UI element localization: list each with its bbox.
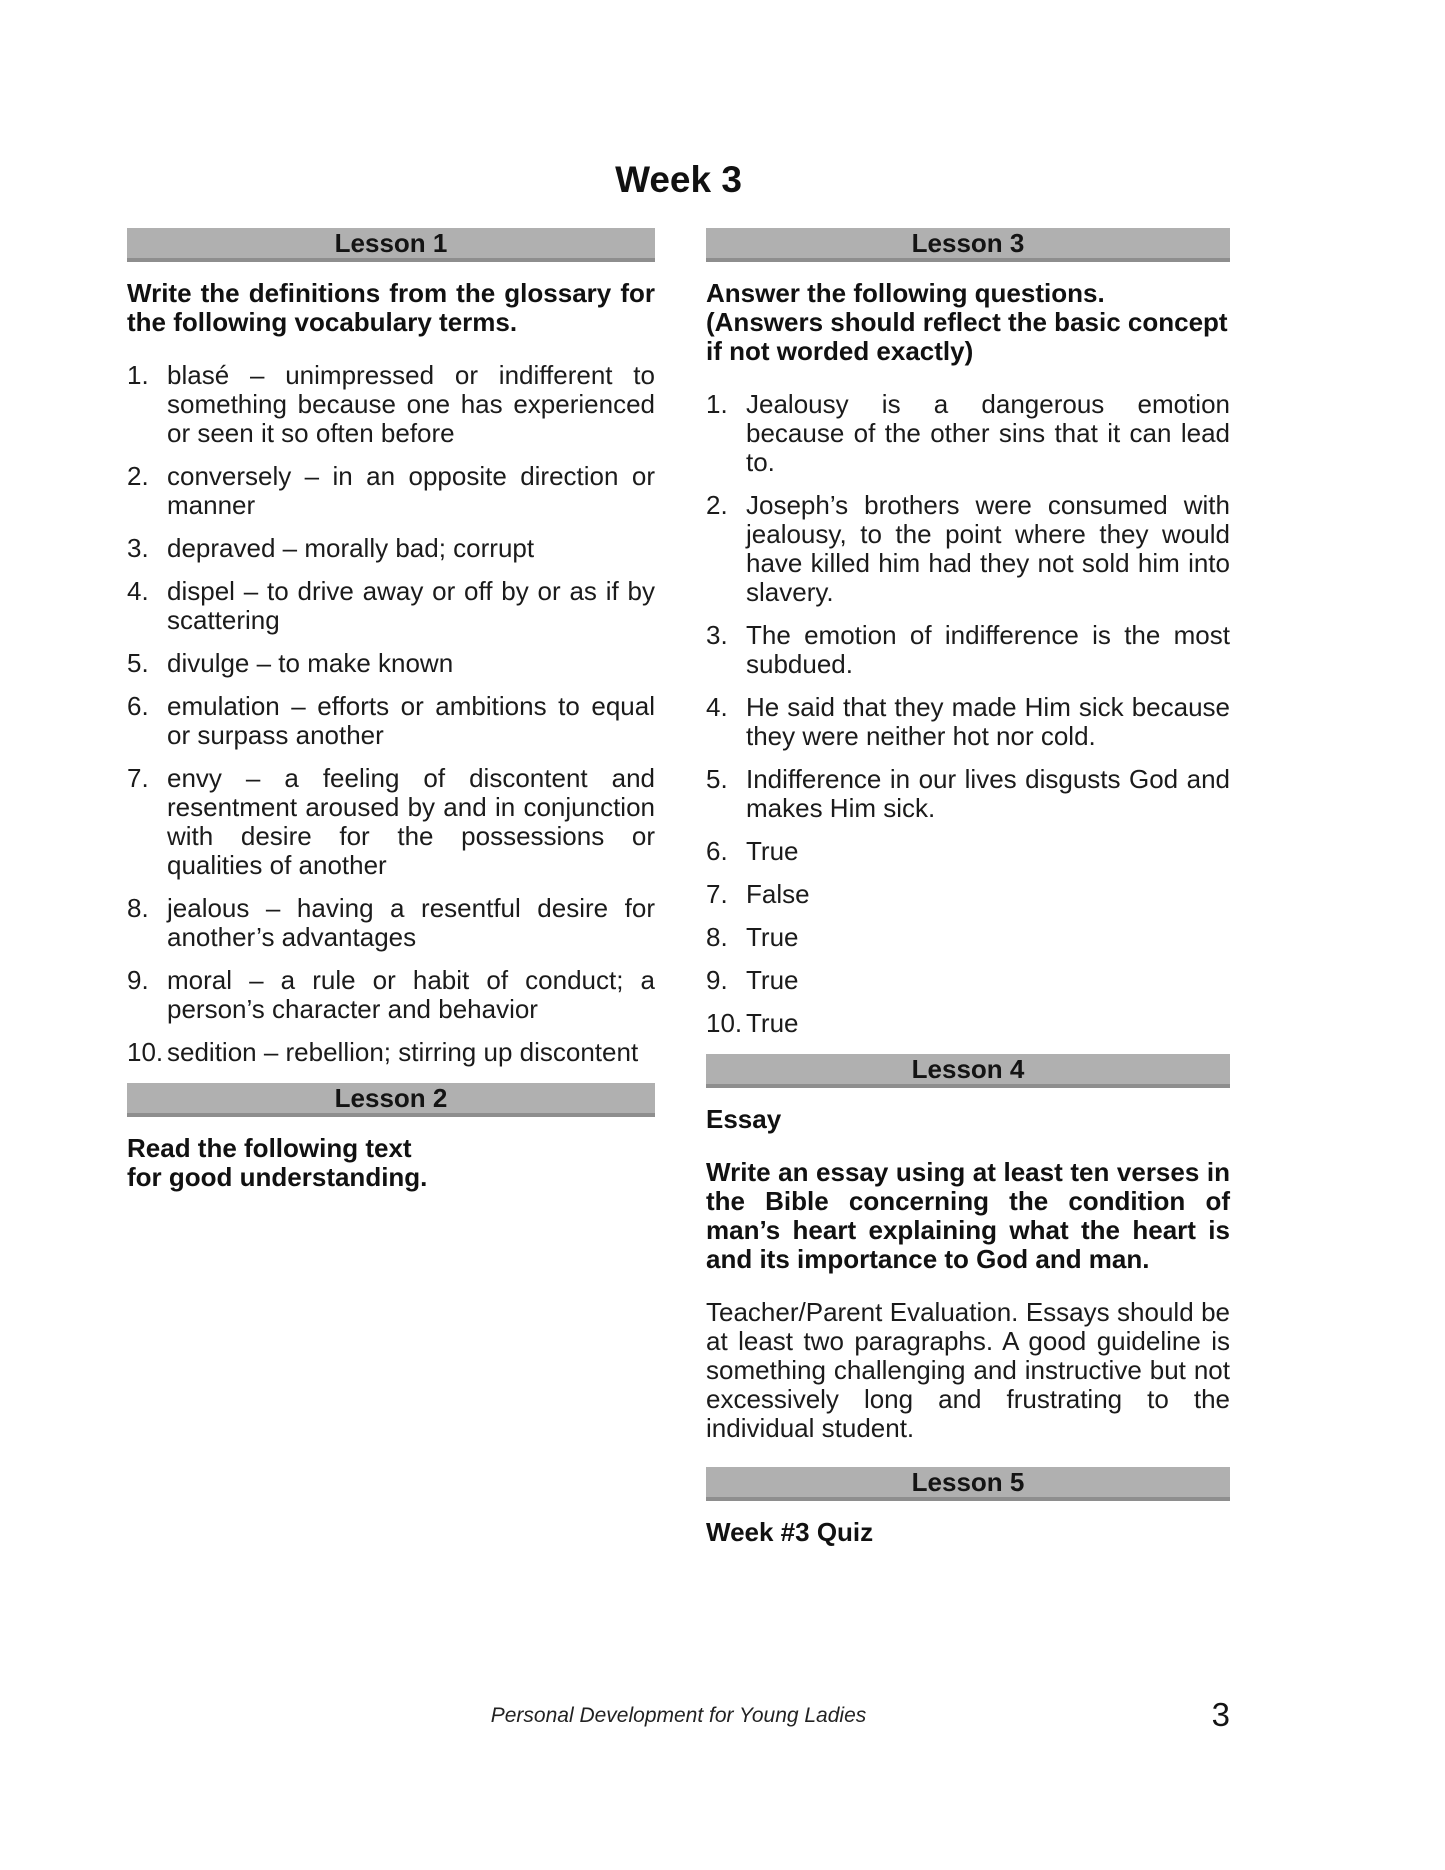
list-item bbox=[706, 966, 1230, 995]
item-number: 5. bbox=[706, 764, 728, 794]
item-number: 6. bbox=[706, 836, 728, 866]
lesson-bar-lesson-1: Lesson 1 bbox=[127, 228, 655, 262]
item-text: True bbox=[746, 1008, 799, 1038]
item-number: 10. bbox=[127, 1037, 164, 1067]
lesson-bar-lesson-5: Lesson 5 bbox=[706, 1467, 1230, 1501]
page-number: 3 bbox=[1211, 1696, 1230, 1733]
list-item bbox=[127, 462, 655, 520]
paragraph-line: for good understanding. bbox=[127, 1162, 428, 1192]
item-text: dispel – to drive away or off by or as if by scattering bbox=[167, 576, 655, 635]
item-number: 9. bbox=[706, 965, 728, 995]
page-content bbox=[127, 160, 1230, 1571]
list-item bbox=[127, 534, 655, 563]
list-item bbox=[127, 1038, 655, 1067]
item-number: 2. bbox=[127, 461, 149, 491]
list-item bbox=[706, 390, 1230, 477]
list-item bbox=[706, 621, 1230, 679]
list-item bbox=[127, 577, 655, 635]
item-number: 1. bbox=[706, 389, 728, 419]
list-item bbox=[706, 880, 1230, 909]
item-number: 7. bbox=[127, 763, 149, 793]
page-title: Week 3 bbox=[615, 159, 742, 200]
item-text: emulation – efforts or ambitions to equal or surpass another bbox=[167, 691, 655, 750]
page-footer bbox=[127, 1696, 1230, 1733]
paragraph-line: if not worded exactly) bbox=[706, 336, 974, 366]
item-text: moral – a rule or habit of conduct; a person’s character and behavior bbox=[167, 965, 655, 1024]
paragraph bbox=[706, 279, 1230, 366]
item-text: sedition – rebellion; stirring up discontent bbox=[167, 1037, 639, 1067]
paragraph-line: Answer the following questions. bbox=[706, 278, 1105, 308]
paragraph bbox=[127, 1134, 655, 1192]
item-text: The emotion of indifference is the most subdued. bbox=[746, 620, 1230, 679]
paragraph: Write the definitions from the glossary for the following vocabulary terms. bbox=[127, 278, 655, 337]
item-text: divulge – to make known bbox=[167, 648, 454, 678]
lesson-bar-lesson-4: Lesson 4 bbox=[706, 1054, 1230, 1088]
paragraph: Week #3 Quiz bbox=[706, 1517, 874, 1547]
item-number: 9. bbox=[127, 965, 149, 995]
list-item bbox=[127, 764, 655, 880]
item-text: envy – a feeling of discontent and resentment aroused by and in conjunction with desire for the possessions or qualities of another bbox=[167, 763, 655, 880]
list-item bbox=[127, 361, 655, 448]
item-number: 3. bbox=[706, 620, 728, 650]
item-text: True bbox=[746, 922, 799, 952]
item-text: He said that they made Him sick because they were neither hot nor cold. bbox=[746, 692, 1230, 751]
list-item bbox=[706, 923, 1230, 952]
list-item bbox=[706, 693, 1230, 751]
item-number: 3. bbox=[127, 533, 149, 563]
item-number: 8. bbox=[127, 893, 149, 923]
footer-text: Personal Development for Young Ladies bbox=[490, 1704, 867, 1727]
list-item bbox=[127, 966, 655, 1024]
paragraph: Teacher/Parent Evaluation. Essays should be at least two paragraphs. A good guideline is something challenging and instructive but not excessively long and frustrating to the individual student. bbox=[706, 1297, 1230, 1443]
item-number: 1. bbox=[127, 360, 149, 390]
lesson-3-answers-list bbox=[706, 390, 1230, 1038]
item-text: Joseph’s brothers were consumed with jealousy, to the point where they would have killed him had they not sold him into slavery. bbox=[746, 490, 1230, 607]
item-text: True bbox=[746, 836, 799, 866]
list-item bbox=[127, 692, 655, 750]
left-column bbox=[127, 228, 655, 1216]
list-item bbox=[706, 765, 1230, 823]
lesson-bar-lesson-3: Lesson 3 bbox=[706, 228, 1230, 262]
item-number: 8. bbox=[706, 922, 728, 952]
paragraph: Essay bbox=[706, 1104, 782, 1134]
lesson-bar-lesson-2: Lesson 2 bbox=[127, 1083, 655, 1117]
item-number: 10. bbox=[706, 1008, 743, 1038]
list-item bbox=[706, 837, 1230, 866]
item-text: jealous – having a resentful desire for another’s advantages bbox=[167, 893, 655, 952]
list-item bbox=[706, 491, 1230, 607]
vocabulary-definitions-list bbox=[127, 361, 655, 1067]
list-item bbox=[127, 894, 655, 952]
item-text: True bbox=[746, 965, 799, 995]
item-text: depraved – morally bad; corrupt bbox=[167, 533, 535, 563]
paragraph: Write an essay using at least ten verses in the Bible concerning the condition of man’s heart explaining what the heart is and its importance to God and man. bbox=[706, 1157, 1230, 1274]
item-text: Indifference in our lives disgusts God and makes Him sick. bbox=[746, 764, 1230, 823]
item-text: blasé – unimpressed or indifferent to something because one has experienced or seen it so often before bbox=[167, 360, 655, 448]
paragraph-line: (Answers should reflect the basic concept bbox=[706, 307, 1228, 337]
right-column bbox=[706, 228, 1230, 1571]
item-number: 4. bbox=[127, 576, 149, 606]
item-number: 7. bbox=[706, 879, 728, 909]
item-number: 6. bbox=[127, 691, 149, 721]
item-text: conversely – in an opposite direction or manner bbox=[167, 461, 655, 520]
item-text: Jealousy is a dangerous emotion because of the other sins that it can lead to. bbox=[746, 389, 1230, 477]
list-item bbox=[127, 649, 655, 678]
paragraph-line: Read the following text bbox=[127, 1133, 412, 1163]
item-text: False bbox=[746, 879, 810, 909]
list-item bbox=[706, 1009, 1230, 1038]
two-column-layout bbox=[127, 228, 1230, 1571]
item-number: 2. bbox=[706, 490, 728, 520]
item-number: 4. bbox=[706, 692, 728, 722]
item-number: 5. bbox=[127, 648, 149, 678]
